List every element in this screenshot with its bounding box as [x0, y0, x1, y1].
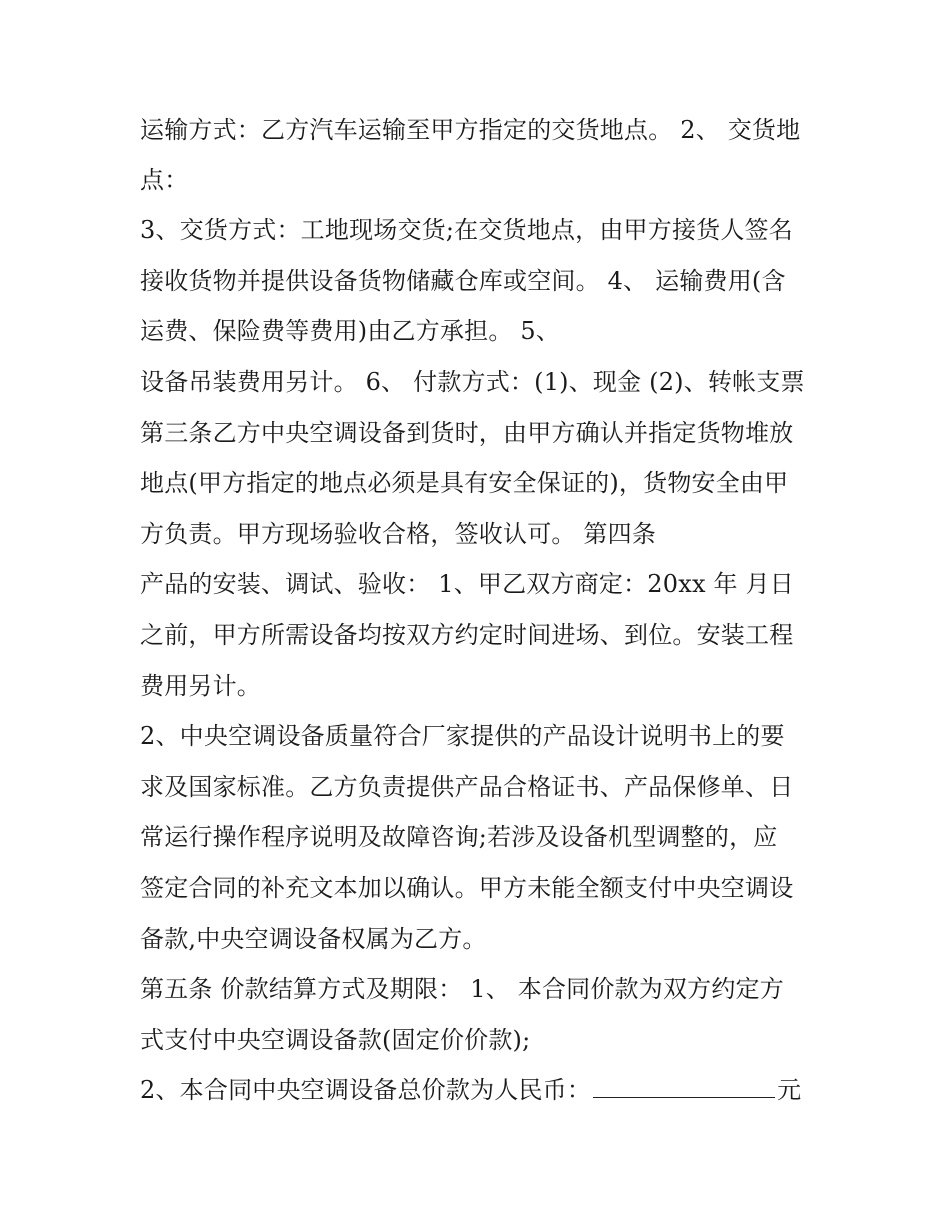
text-line: 产品的安装、调试、验收： 1、甲乙双方商定：20xx 年 月日 — [140, 570, 794, 598]
text-line: 点： — [140, 166, 189, 194]
text-line: 接收货物并提供设备货物储藏仓库或空间。 4、 运输费用(含 — [140, 267, 786, 295]
text-line: 2、中央空调设备质量符合厂家提供的产品设计说明书上的要 — [140, 722, 785, 750]
currency-unit: 元 — [777, 1076, 802, 1104]
text-line-with-blank — [140, 1075, 801, 1105]
text-line: 运费、保险费等费用)由乙方承担。 5、 — [140, 317, 561, 345]
text-line: 式支付中央空调设备款(固定价价款); — [140, 1026, 531, 1054]
text-line: 备款,中央空调设备权属为乙方。 — [140, 925, 487, 953]
text-line: 3、交货方式：工地现场交货;在交货地点，由甲方接货人签名 — [140, 216, 793, 244]
text-line: 常运行操作程序说明及故障咨询;若涉及设备机型调整的，应 — [140, 823, 778, 851]
text-line: 费用另计。 — [140, 672, 261, 700]
total-price-label: 2、本合同中央空调设备总价款为人民币： — [140, 1076, 592, 1104]
text-line: 运输方式：乙方汽车运输至甲方指定的交货地点。 2、 交货地 — [140, 116, 801, 144]
text-line: 设备吊装费用另计。 6、 付款方式：(1)、现金 (2)、转帐支票 — [140, 368, 805, 396]
text-line: 地点(甲方指定的地点必须是具有安全保证的)，货物安全由甲 — [140, 469, 789, 497]
text-line: 第五条 价款结算方式及期限： 1、 本合同价款为双方约定方 — [140, 975, 784, 1003]
text-line: 第三条乙方中央空调设备到货时，由甲方确认并指定货物堆放 — [140, 419, 794, 447]
text-line: 之前，甲方所需设备均按双方约定时间进场、到位。安装工程 — [140, 621, 794, 649]
text-line: 方负责。甲方现场验收合格，签收认可。 第四条 — [140, 520, 657, 548]
price-blank-field — [593, 1075, 775, 1098]
text-line: 签定合同的补充文本加以确认。甲方未能全额支付中央空调设 — [140, 874, 794, 902]
text-line: 求及国家标准。乙方负责提供产品合格证书、产品保修单、日 — [140, 773, 794, 801]
